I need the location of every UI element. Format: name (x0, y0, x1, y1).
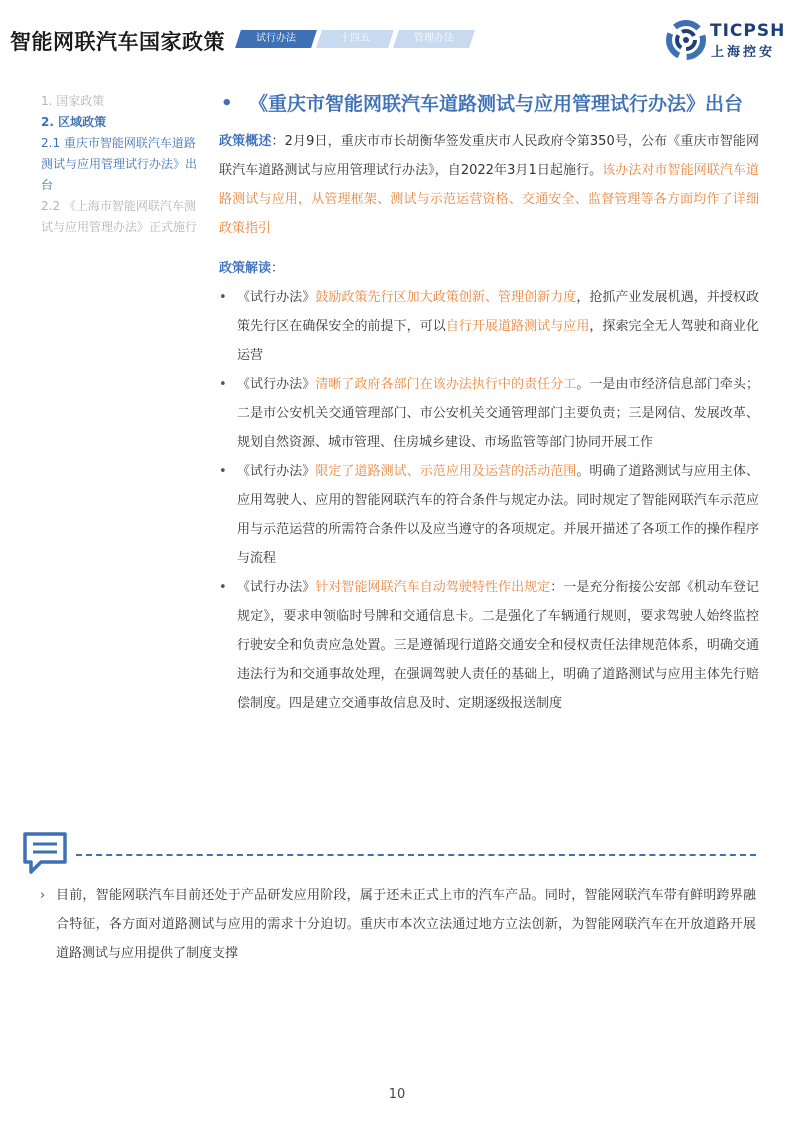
sidebar-item-national-policy[interactable]: 1. 国家政策 (41, 94, 105, 108)
bullet-text: 。明确了道路测试与应用主体、应用驾驶人、应用的智能网联汽车的符合条件与规定办法。同时规定了智能网联汽车示范应用与示范运营的所需符合条件以及应当遵守的各项规定。并展开描述了各项工作的操作程序与流程 (237, 464, 759, 566)
note-text: 目前，智能网联汽车目前还处于产品研发应用阶段，属于还未正式上市的汽车产品。同时，智能网联汽车带有鲜明跨界融合特征，各方面对道路测试与应用的需求十分迫切。重庆市本次立法通过地方立法创新，为智能网联汽车在开放道路开展道路测试与应用提供了制度支撑 (56, 888, 756, 961)
tab-label: 十四五 (340, 33, 370, 44)
bullet-text: ：一是充分衔接公安部《机动车登记规定》，要求申领临时号牌和交通信息卡。二是强化了车辆通行规则，要求驾驶人始终监控行驶安全和负责应急处置。三是遵循现行道路交通安全和侵权责任法律规范体系，明确交通违法行为和交通事故处理，在强调驾驶人责任的基础上，明确了道路测试与应用主体先行赔偿制度。四是建立交通事故信息及时、定期逐级报送制度 (237, 580, 759, 711)
overview-text: ：2月9日，重庆市市长胡衡华签发重庆市人民政府令第350号，公布《重庆市智能网联汽车道路测试与应用管理试行办法》，自2022年3月1日起施行。 (219, 134, 759, 178)
bullet-text: ，抢抓产业发展机遇，并授权政策先行区在确保安全的前提下，可以 (237, 290, 759, 334)
tab-14th-five-year[interactable] (316, 30, 394, 48)
bullet-text-rest: ，探索完全无人驾驶和商业化运营 (237, 319, 759, 363)
comment-note (40, 881, 756, 968)
overview-highlight: 该办法对市智能网联汽车道路测试与应用，从管理框架、测试与示范运营资格、交通安全、监督管理等各方面均作了详细政策指引 (219, 163, 759, 236)
page-number: 10 (388, 1087, 406, 1102)
bullet-icon: • (219, 377, 227, 392)
bullet-highlight-secondary: 自行开展道路测试与应用 (445, 319, 590, 334)
bullet-prefix: 《试行办法》 (237, 290, 316, 305)
bullet-prefix: 《试行办法》 (237, 464, 316, 479)
tab-trial-measures[interactable] (235, 30, 317, 48)
bullet-icon: • (219, 464, 227, 479)
bullet-icon: • (221, 93, 233, 114)
bullet-highlight: 限定了道路测试、示范应用及运营的活动范围 (315, 464, 577, 479)
chevron-right-icon: › (40, 888, 46, 903)
list-item (219, 573, 759, 718)
list-item (219, 283, 759, 370)
page-title: 智能网联汽车国家政策 (10, 30, 225, 54)
sidebar-nav (41, 91, 201, 238)
interpretation-list (219, 283, 759, 718)
tab-management-measures[interactable] (393, 30, 475, 48)
tab-label: 试行办法 (256, 33, 296, 44)
list-item (219, 457, 759, 573)
bullet-prefix: 《试行办法》 (237, 377, 316, 392)
list-item (219, 370, 759, 457)
bullet-text: 。一是由市经济信息部门牵头；二是市公安机关交通管理部门、市公安机关交通管理部门主要负责；三是网信、发展改革、规划自然资源、城市管理、住房城乡建设、市场监管等部门协同开展工作 (237, 377, 759, 450)
logo-text-en: TICPSH (710, 21, 786, 41)
sidebar-item-shanghai[interactable]: 2.2 《上海市智能网联汽车测试与应用管理办法》正式施行 (41, 199, 198, 234)
logo-text-cn: 上海控安 (711, 45, 776, 60)
bullet-highlight: 鼓励政策先行区加大政策创新、管理创新力度 (315, 290, 577, 305)
tab-label: 管理办法 (414, 33, 454, 44)
bullet-icon: • (219, 580, 227, 595)
sidebar-item-regional-policy[interactable]: 2. 区域政策 (41, 115, 107, 129)
section-heading-text: 《重庆市智能网联汽车道路测试与应用管理试行办法》出台 (249, 93, 744, 115)
section-heading (219, 92, 759, 116)
comment-icon (21, 830, 69, 876)
bullet-highlight: 针对智能网联汽车自动驾驶特性作出规定 (315, 580, 551, 595)
logo-icon (666, 20, 706, 60)
bullet-prefix: 《试行办法》 (237, 580, 316, 595)
sidebar-item-chongqing[interactable]: 2.1 重庆市智能网联汽车道路测试与应用管理试行办法》出台 (41, 136, 198, 192)
dashed-divider (76, 854, 756, 856)
bullet-icon: • (219, 290, 227, 305)
overview-paragraph (219, 127, 759, 243)
bullet-highlight: 清晰了政府各部门在该办法执行中的责任分工 (315, 377, 577, 392)
header-tabs (238, 30, 478, 48)
overview-label: 政策概述 (219, 134, 272, 149)
interpretation-label: 政策解读 (219, 261, 272, 276)
interpretation-heading (219, 254, 759, 283)
interpretation-colon: ： (271, 261, 285, 276)
main-content (219, 92, 759, 718)
company-logo (666, 20, 786, 60)
